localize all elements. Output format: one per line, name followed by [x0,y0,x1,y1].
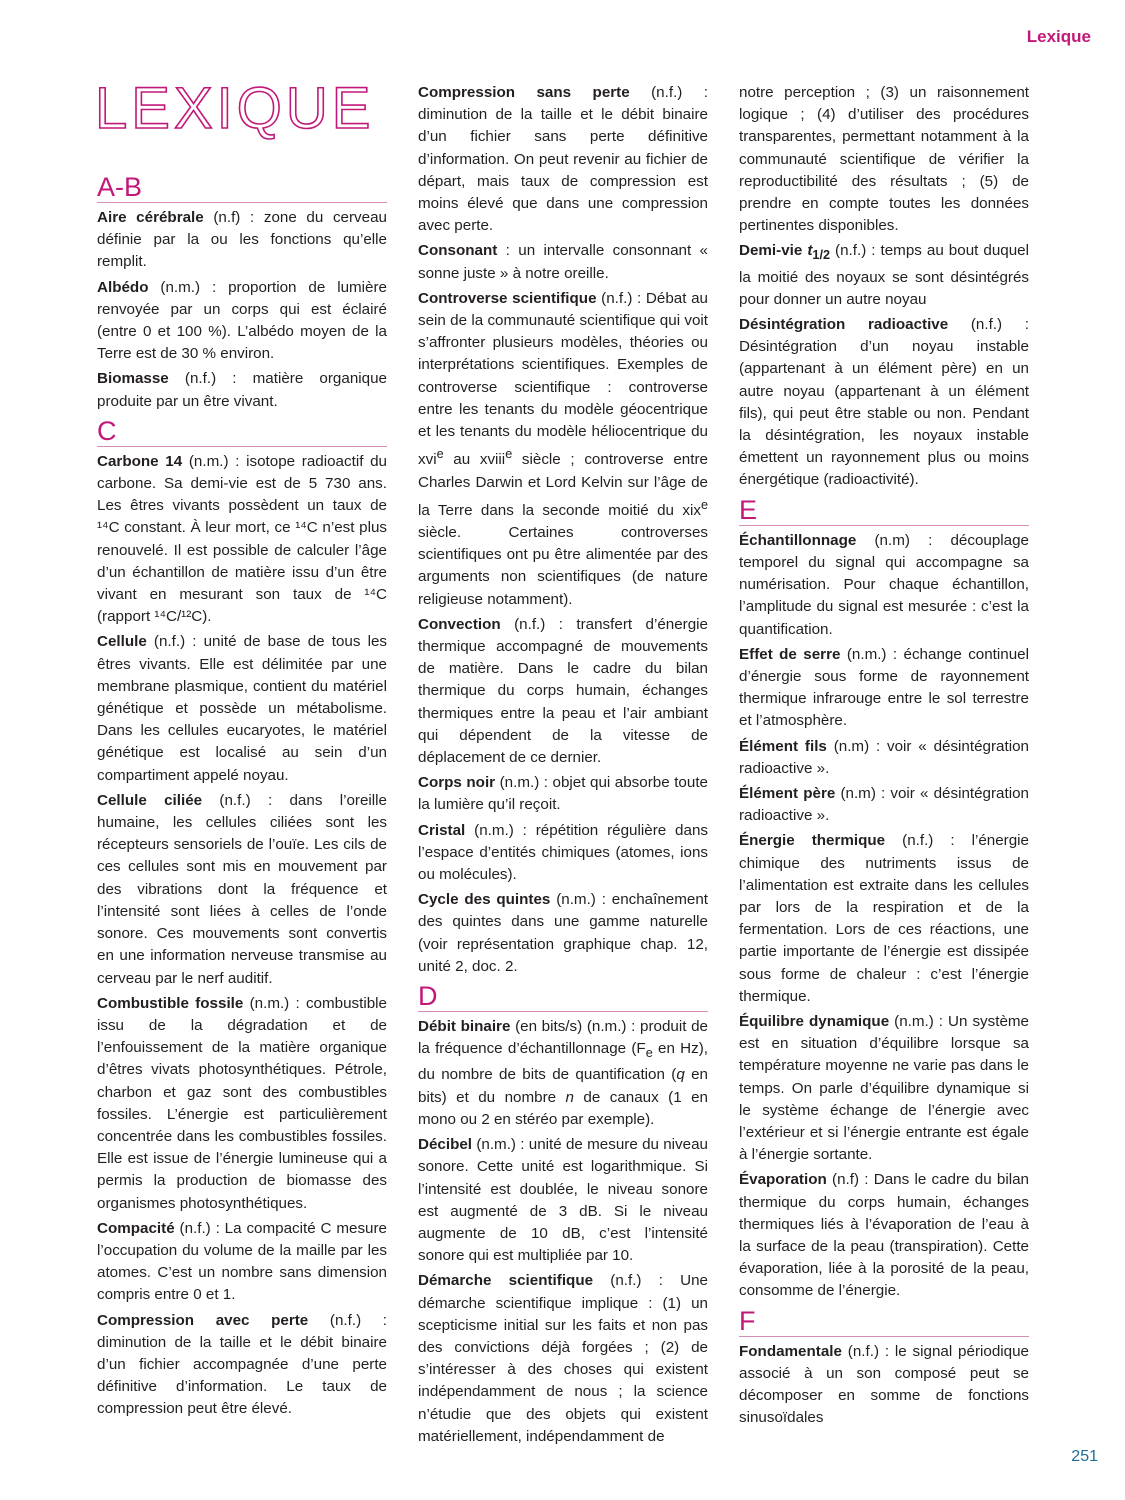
glossary-entry [739,314,1029,492]
glossary-entry [418,1016,708,1131]
glossary-entry [739,830,1029,1008]
page-title: LEXIQUE [95,76,375,141]
glossary-term: Consonant [418,242,498,260]
glossary-entry [418,240,708,284]
glossary-definition: (n.f.) : Désintégration d’un noyau instable (appartenant à un élément père) en un autre noyau (appartenant à un élément fils), qui peut être stable ou non. Pendant la désintégration, les noyaux instable émettent un rayonnement plus ou moins énergétique (radioactivité). [739,316,1029,489]
glossary-term: Énergie thermique [739,832,886,850]
glossary-definition: (n.m.) : répétition régulière dans l’espace d’entités chimiques (atomes, ions ou molécules). [418,821,708,884]
glossary-term: Débit binaire [418,1018,511,1036]
glossary-term: Démarche scientifique [418,1272,594,1290]
glossary-term: Décibel [418,1136,473,1154]
column-3 [739,82,1029,1432]
glossary-entry [97,993,387,1215]
glossary-term: Évaporation [739,1171,827,1189]
glossary-term: Compression avec perte [97,1311,309,1329]
glossary-definition: (n.m.) : objet qui absorbe toute la lumière qu’il reçoit. [418,774,708,814]
glossary-definition: (n.m.) : Un système est en situation d’équilibre lorsque sa température moyenne ne varie pas dans le temps. On parle d’équilibre dynamique si le système échange de l’énergie avec l’extérieur et si l’énergie entrante est égale à l’énergie sortante. [739,1012,1029,1164]
glossary-definition: (n.m.) : échange continuel d’énergie sous forme de rayonnement thermique infrarouge entre le sol terrestre et l’atmosphère. [739,645,1029,730]
glossary-definition: (n.m.) : unité de mesure du niveau sonore. Cette unité est logarithmique. Si l’intensité est doublée, le niveau sonore est augmenté de 3 dB. Si le niveau augmente de 10 dB, c’est l’intensité sonore qui est multipliée par 10. [418,1136,708,1265]
glossary-entry [97,207,387,274]
glossary-definition: (n.f.) : La compacité C mesure l’occupation du volume de la maille par les atomes. C’est un nombre sans dimension compris entre 0 et 1. [97,1219,387,1304]
glossary-entry [739,1169,1029,1302]
glossary-term: Demi-vie $t_{1/2}$ [739,242,831,263]
glossary-definition: (n.f) : Dans le cadre du bilan thermique du corps humain, échanges thermiques liés à l’évaporation de l’eau à la surface de la peau (transpiration). Cette évaporation, liée à la porosité de la peau, consomme de l’énergie. [739,1171,1029,1300]
glossary-definition: (n.m) : voir « désintégration radioactive ». [739,784,1029,825]
glossary-definition: (n.f.) : le signal périodique associé à un son composé peut se décomposer en somme de fonctions sinusoïdales [739,1342,1029,1427]
glossary-entry [418,82,708,237]
glossary-term: Élément fils [739,737,827,755]
glossary-definition: (n.f.) : diminution de la taille et le débit binaire d’un fichier sans perte définitive d’information. On peut revenir au fichier de départ, mais taux de compression est moins élevé que dans une compression avec perte. [418,84,708,235]
glossary-entry [97,277,387,366]
glossary-definition: (n.f.) : l’énergie chimique des nutriments issus de l’alimentation est extraite dans les cellules par lors de la respiration et de la fermentation. Lors de ces réactions, une partie importante de l’énergie est dissipée sous forme de chaleur : c’est l’énergie thermique. [739,832,1030,1005]
glossary-definition: (n.m) : voir « désintégration radioactive ». [739,737,1029,777]
glossary-term: Albédo [97,278,149,296]
glossary-definition: (n.f.) : diminution de la taille et le débit binaire d’un fichier accompagnée d’une perte définitive d’information. Le taux de compression peut être élevé. [97,1311,387,1418]
glossary-term: Corps noir [418,774,496,792]
glossary-entry [739,644,1029,733]
glossary-definition: (n.m.) : combustible issu de la dégradation et de l’enfouissement de la matière organique d’êtres vivats photosynthétiques. Pétrole, charbon et gaz sont des combustibles fossiles. L’énergie est particulièrement concentrée dans les combustibles fossiles. Elle est issue de l’énergie lumineuse qui a permis la production de biomasse des organismes photosynthétiques. [97,994,387,1212]
glossary-term: Carbone 14 [97,452,183,470]
column-1 [97,172,387,1424]
glossary-definition: (n.m.) : isotope radioactif du carbone. Sa demi-vie est de 5 730 ans. Les êtres vivants possèdent un taux de ¹⁴C constant. À leur mort, ce ¹⁴C n’est plus renouvelé. Il est possible de calculer l’âge d’un échantillon de matière issu d’un être vivant en mesurant son taux de ¹⁴C (rapport ¹⁴C/¹²C). [97,452,387,626]
section-letter-heading: A-B [97,172,387,203]
glossary-entry [97,1218,387,1307]
glossary-term: Compacité [97,1219,175,1237]
glossary-term: Controverse scientifique [418,289,597,307]
glossary-definition: (en bits/s) (n.m.) : produit de la fréquence d’échantillonnage ($F_e$ en Hz), du nombre de bits de quantification (q en bits) et du nombre n de canaux (1 en mono ou 2 en stéréo par exemple). [418,1018,708,1128]
glossary-entry [418,288,708,611]
glossary-term: Échantillonnage [739,531,857,549]
glossary-term: Élément père [739,784,836,802]
glossary-entry [97,631,387,786]
glossary-definition: (n.f) : zone du cerveau définie par la ou les fonctions qu’elle remplit. [97,209,387,271]
glossary-term: Combustible fossile [97,994,244,1012]
glossary-definition: (n.m.) : enchaînement des quintes dans une gamme naturelle (voir représentation graphique chap. 12, unité 2, doc. 2. [418,891,708,975]
glossary-definition: (n.f.) : Débat au sein de la communauté scientifique qui voit s’affronter plusieurs modèles, théories ou interprétations scientifiques. Exemples de controverse scientifique : controverse entre les tenants du modèle géocentrique et les tenants du modèle héliocentrique du xvi$^e$ au xviii$^e$ siècle ; controverse entre Charles Darwin et Lord Kelvin sur l’âge de la Terre dans la seconde moitié du xix$^e$ siècle. Certaines controverses scientifiques ont pu être alimentée par des arguments non scientifiques (de nature religieuse notamment). [418,289,708,608]
glossary-entry [739,736,1029,780]
glossary-entry [739,240,1029,311]
glossary-entry [418,1270,708,1448]
glossary-term: Compression sans perte [418,84,630,101]
section-letter-heading: D [418,981,708,1012]
section-letter-heading: C [97,416,387,447]
glossary-entry [418,614,708,769]
section-letter-heading: F [739,1306,1029,1337]
glossary-entry [739,82,1029,237]
glossary-entry [739,530,1029,641]
glossary-entry [739,1341,1029,1430]
glossary-entry [97,790,387,990]
glossary-entry [418,820,708,887]
glossary-entry [739,783,1029,827]
glossary-entry [418,1134,708,1267]
glossary-definition: (n.m.) : proportion de lumière renvoyée par un corps qui est éclairé (entre 0 et 100 %). L’albédo moyen de la Terre est de 30 % environ. [97,278,387,363]
glossary-definition: : un intervalle consonnant « sonne juste » à notre oreille. [418,242,708,282]
glossary-entry [97,368,387,412]
glossary-term: Convection [418,615,501,633]
glossary-term: Cristal [418,821,466,839]
glossary-definition: notre perception ; (3) un raisonnement logique ; (4) d’utiliser des procédures transparentes, permettant notamment à la communauté scientifique de vérifier la reproductibilité des résultats ; (5) de prendre en compte toutes les données pertinentes disponibles. [739,84,1029,235]
glossary-term: Désintégration radioactive [739,316,949,334]
running-header: Lexique [1026,27,1091,46]
glossary-term: Cellule ciliée [97,791,203,809]
page-number: 251 [1071,1448,1098,1465]
glossary-definition: (n.f.) : temps au bout duquel la moitié des noyaux se sont désintégrés pour donner un autre noyau [739,242,1029,308]
glossary-definition: (n.f.) : unité de base de tous les êtres vivants. Elle est délimitée par une membrane plasmique, contient du matériel génétique et possède un métabolisme. Dans les cellules eucaryotes, le matériel génétique est localisé au sein d’un compartiment appelé noyau. [97,633,387,784]
glossary-definition: (n.f.) : transfert d’énergie thermique accompagné de mouvements de matière. Dans le cadre du bilan thermique du corps humain, échanges thermiques entre la peau et l’air ambiant qui dépendent de la vitesse de déplacement de ce dernier. [418,615,708,767]
glossary-entry [97,451,387,629]
glossary-entry [418,772,708,816]
glossary-term: Cycle des quintes [418,891,551,909]
glossary-entry [418,889,708,978]
glossary-definition: (n.f.) : Une démarche scientifique implique : (1) un scepticisme initial sur les faits et non pas des convictions déjà forgées ; (2) de s’intéresser à des choses qui existent indépendamment de nous ; la science n’étudie que des objets qui existent matériellement, indépendamment de [418,1272,708,1445]
glossary-term: Aire cérébrale [97,209,204,226]
glossary-entry [739,1011,1029,1166]
section-letter-heading: E [739,495,1029,526]
glossary-term: Effet de serre [739,645,841,663]
glossary-definition: (n.f.) : matière organique produite par un être vivant. [97,370,387,410]
glossary-term: Fondamentale [739,1342,842,1360]
glossary-definition: (n.f.) : dans l’oreille humaine, les cellules ciliées sont les récepteurs sensoriels de l’ouïe. Les cils de ces cellules sont mis en mouvement par des vibrations dont la fréquence et l’intensité sont liées à celles de l’onde sonore. Ces mouvements sont convertis en une information nerveuse transmise au cerveau par le nerf auditif. [97,791,387,987]
glossary-definition: (n.m) : découplage temporel du signal qui accompagne sa numérisation. Pour chaque échantillon, l’amplitude du signal est mesurée : c’est la quantification. [739,531,1029,638]
glossary-term: Équilibre dynamique [739,1012,890,1030]
glossary-term: Cellule [97,633,147,651]
glossary-term: Biomasse [97,370,169,388]
column-2 [418,82,708,1451]
glossary-entry [97,1310,387,1421]
